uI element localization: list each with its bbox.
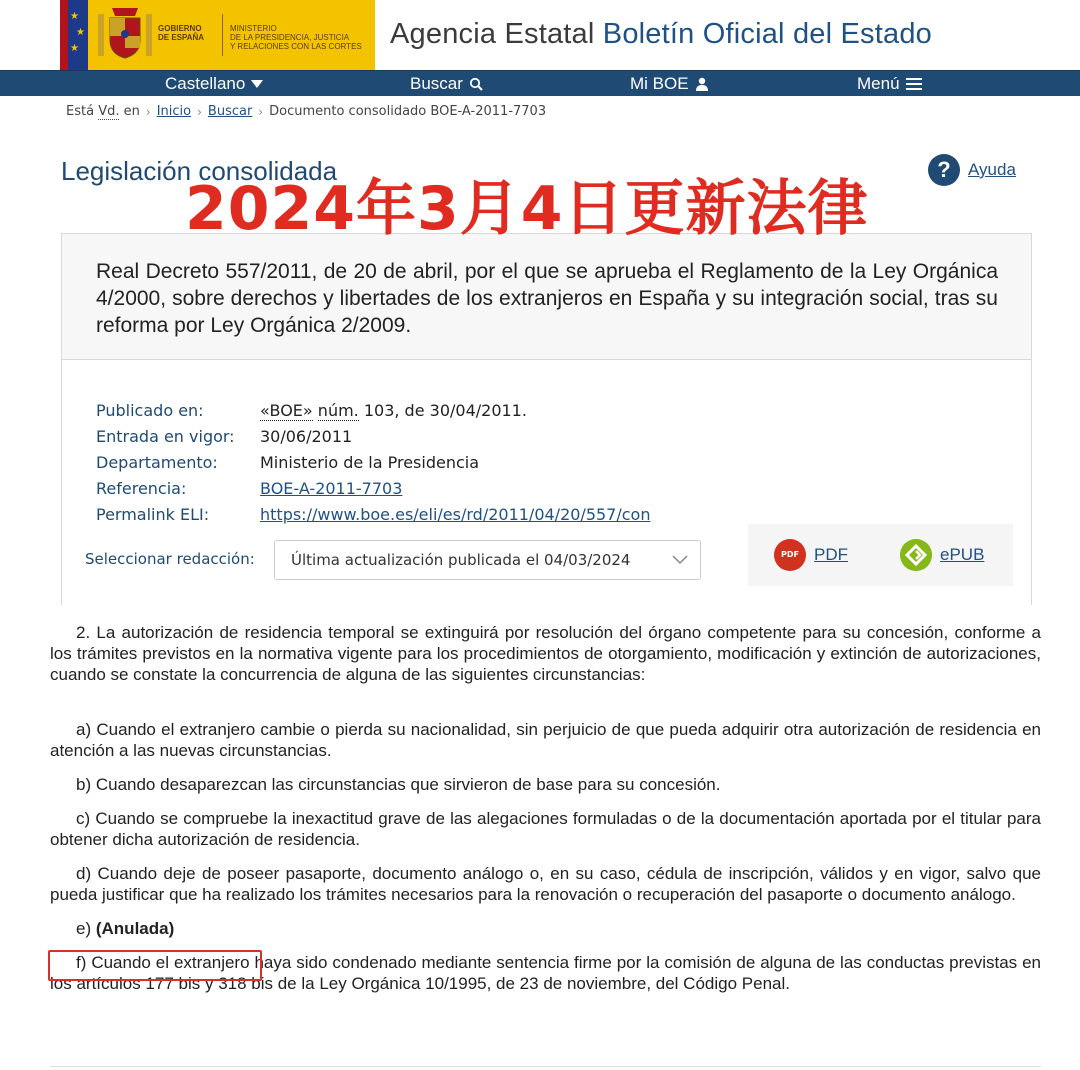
flag-red-band: [60, 0, 68, 70]
breadcrumb-prefix-abbr: Vd.: [98, 104, 120, 119]
help-link-group[interactable]: [928, 154, 1016, 186]
pdf-link[interactable]: PDF: [814, 545, 848, 564]
agency-prefix: Agencia Estatal: [390, 18, 595, 50]
meta-label: Permalink ELI:: [96, 505, 210, 524]
chevron-down-icon: [672, 553, 688, 567]
breadcrumb: [66, 104, 546, 119]
government-label: [158, 24, 204, 42]
gov-label-line: DE ESPAÑA: [158, 33, 205, 42]
version-select[interactable]: [274, 540, 701, 580]
star-icon: ★: [70, 11, 79, 22]
clause-e: [50, 918, 1041, 939]
meta-label: Publicado en:: [96, 401, 204, 420]
meta-value-department: Ministerio de la Presidencia: [260, 453, 480, 472]
meta-row-in-force: [96, 424, 650, 450]
meta-row-eli: [96, 502, 650, 528]
meta-label: Entrada en vigor:: [96, 427, 235, 446]
help-link[interactable]: Ayuda: [968, 160, 1016, 179]
clause-c: c) Cuando se compruebe la inexactitud grave de las alegaciones formuladas o de la documentación aportada por el titular para obtener dicha autorización de residencia.: [50, 809, 1041, 849]
eu-flag-strip: [60, 0, 88, 70]
clause-e-prefix: e): [76, 919, 92, 938]
version-select-label: Seleccionar redacción:: [85, 550, 255, 568]
article-content: [50, 622, 1041, 994]
boe-abbr: «BOE»: [260, 401, 313, 420]
document-title: Real Decreto 557/2011, de 20 de abril, por el que se aprueba el Reglamento de la Ley Orgánica 4/2000, sobre derechos y libertades de los extranjeros en España y su integración social, tras su reforma por Ley Orgánica 2/2009.: [96, 260, 998, 337]
chevron-right-icon: ›: [145, 104, 151, 119]
download-epub[interactable]: [900, 539, 984, 571]
ministry-label-line: DE LA PRESIDENCIA, JUSTICIA: [230, 33, 350, 42]
language-label: Castellano: [165, 74, 246, 93]
help-question-icon[interactable]: ?: [928, 154, 960, 186]
meta-row-reference: [96, 476, 650, 502]
meta-row-department: [96, 450, 650, 476]
ministry-label-line: MINISTERIO: [230, 24, 277, 33]
clause-a: a) Cuando el extranjero cambie o pierda su nacionalidad, sin perjuicio de que pueda adquirir otra autorización de residencia en atención a las nuevas circunstancias.: [50, 720, 1041, 760]
meta-value-published: [260, 398, 527, 424]
chevron-right-icon: ›: [197, 104, 202, 119]
clause-e-annulled: (Anulada): [95, 919, 175, 938]
chevron-right-icon: ›: [258, 104, 264, 119]
hamburger-menu-icon: [906, 77, 922, 91]
meta-row-published: [96, 398, 650, 424]
nav-menu[interactable]: [857, 73, 922, 95]
breadcrumb-search-link[interactable]: Buscar: [207, 104, 253, 119]
clause-f: f) Cuando el extranjero haya sido condenado mediante sentencia firme por la comisión de alguna de las conductas previstas en los artículos 177 bis y 318 bis de la Ley Orgánica 10/1995, de 23 de noviembre, del Código Penal.: [50, 953, 1041, 993]
published-issue: 103, de 30/04/2011.: [363, 401, 527, 420]
meta-label: Departamento:: [96, 453, 218, 472]
agency-boe-name: Boletín Oficial del Estado: [602, 18, 932, 50]
agency-title[interactable]: [390, 18, 932, 51]
breadcrumb-prefix-word: en: [123, 104, 140, 119]
site-header: [0, 0, 1080, 70]
epub-link[interactable]: ePUB: [940, 545, 985, 564]
reference-link[interactable]: BOE-A-2011-7703: [260, 479, 403, 498]
meta-label: Referencia:: [96, 479, 187, 498]
language-selector[interactable]: [165, 73, 263, 95]
page-title: Legislación consolidada: [61, 156, 338, 186]
eli-permalink-link[interactable]: https://www.boe.es/eli/es/rd/2011/04/20/557/con: [260, 505, 651, 524]
nav-menu-label: Menú: [857, 74, 900, 93]
download-pdf[interactable]: [774, 539, 848, 571]
nav-search-label: Buscar: [410, 74, 463, 93]
breadcrumb-prefix: [66, 104, 140, 119]
download-options: [748, 524, 1013, 586]
num-abbr: núm.: [317, 401, 359, 420]
overlay-update-title: 2024年3月4日更新法律: [185, 174, 869, 244]
gov-label-line: GOBIERNO: [158, 24, 202, 33]
star-icon: ★: [70, 43, 79, 54]
star-icon: ★: [76, 27, 85, 38]
coat-of-arms-icon: [96, 4, 154, 66]
document-card: [61, 233, 1032, 605]
paragraph-2: 2. La autorización de residencia temporal se extinguirá por resolución del órgano competente para su concesión, conforme a los trámites previstos en la normativa vigente para los procedimientos de otorgamiento, modificación y extinción de autorizaciones, cuando se constate la concurrencia de alguna de las siguientes circunstancias:: [50, 623, 1041, 684]
document-metadata: [96, 398, 650, 528]
clause-b: b) Cuando desaparezcan las circunstancias que sirvieron de base para su concesión.: [76, 775, 721, 794]
document-title-box: [62, 234, 1031, 360]
user-icon: [695, 77, 709, 91]
breadcrumb-home-link[interactable]: Inicio: [156, 104, 192, 119]
meta-value-in-force: 30/06/2011: [260, 427, 353, 446]
nav-search[interactable]: [410, 73, 483, 95]
nav-my-boe-label: Mi BOE: [630, 74, 689, 93]
search-icon: [469, 77, 483, 91]
government-logo-block[interactable]: [60, 0, 375, 70]
breadcrumb-current: Documento consolidado BOE-A-2011-7703: [269, 104, 547, 119]
pdf-icon[interactable]: PDF: [774, 539, 806, 571]
ministry-label: [230, 24, 362, 51]
divider: [222, 14, 223, 56]
version-select-value: Última actualización publicada el 04/03/2024: [291, 551, 631, 569]
breadcrumb-prefix-word: Está: [66, 104, 95, 119]
nav-my-boe[interactable]: [630, 73, 709, 95]
clause-d: d) Cuando deje de poseer pasaporte, documento análogo o, en su caso, cédula de inscripción, válidos y en vigor, salvo que pueda justificar que ha realizado los trámites necesarios para la renovación o recuperación del pasaporte o documento análogo.: [50, 864, 1041, 904]
annulled-highlight-box: [48, 950, 262, 981]
caret-down-icon: [251, 80, 263, 88]
ministry-label-line: Y RELACIONES CON LAS CORTES: [230, 42, 362, 51]
epub-icon[interactable]: [900, 539, 932, 571]
divider: [50, 1066, 1041, 1067]
main-nav: [0, 70, 1080, 96]
